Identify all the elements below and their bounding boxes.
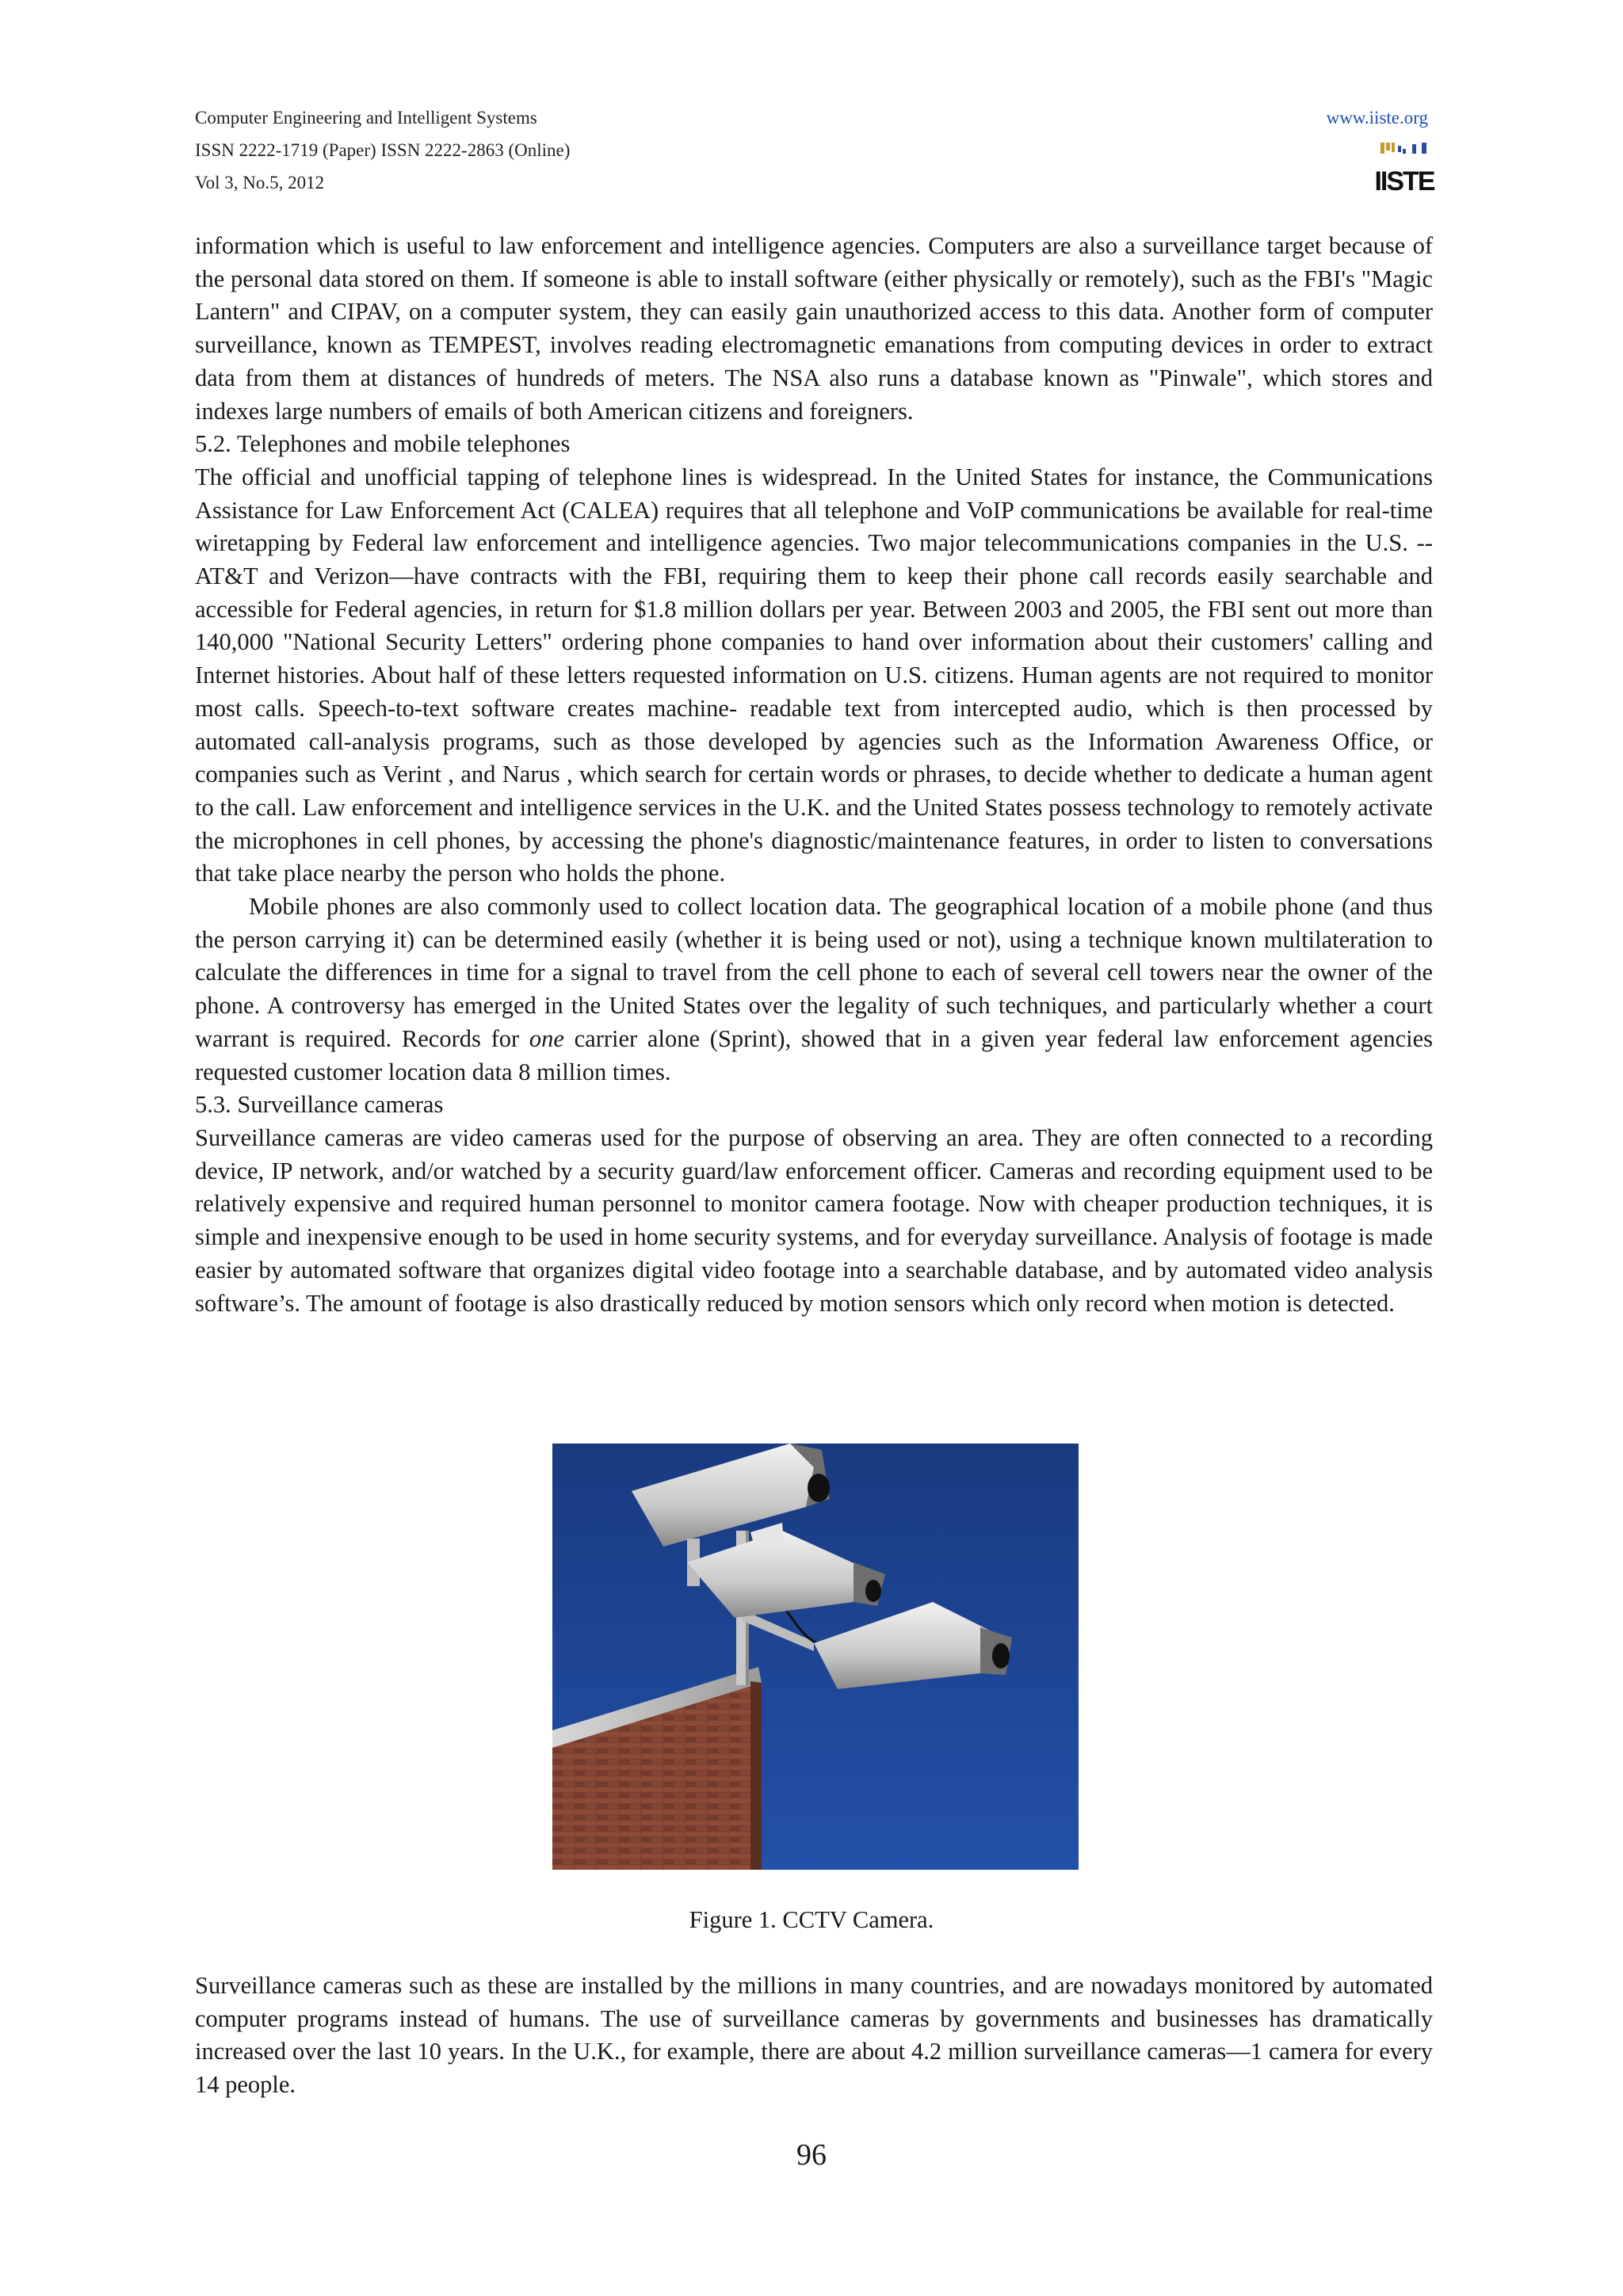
- paragraph-telephone-tapping: The official and unofficial tapping of telephone lines is widespread. In the United States for instance, the Communications Assistance for Law Enforcement Act (CALEA) requires that all telephone and VoIP communications be available for real-time wiretapping by Federal law enforcement and intelligence agencies. Two major telecommunications companies in the U.S. -- AT&T and Verizon—have contracts with the FBI, requiring them to keep their phone call records easily searchable and accessible for Federal agencies, in return for $1.8 million dollars per year. Between 2003 and 2005, the FBI sent out more than 140,000 "National Security Letters" ordering phone companies to hand over information about their customers' calling and Internet histories. About half of these letters requested information on U.S. citizens. Human agents are not required to monitor most calls. Speech-to-text software creates machine- readable text from intercepted audio, which is then processed by automated call-analysis programs, such as those developed by agencies such as the Information Awareness Office, or companies such as Verint , and Narus , which search for certain words or phrases, to decide whether to dedicate a human agent to the call. Law enforcement and intelligence services in the U.K. and the United States possess technology to remotely activate the microphones in cell phones, by accessing the phone's diagnostic/maintenance features, in order to listen to conversations that take place nearby the person who holds the phone.: [195, 463, 1433, 887]
- main-text-continued: [195, 1970, 1433, 2102]
- section-heading-5-3: 5.3. Surveillance cameras: [195, 1091, 444, 1119]
- journal-url-link[interactable]: www.iiste.org: [1326, 108, 1428, 128]
- issn-line: ISSN 2222-1719 (Paper) ISSN 2222-2863 (Online): [195, 140, 571, 160]
- paragraph-camera-statistics: Surveillance cameras such as these are installed by the millions in many countries, and are nowadays monitored by automated computer programs instead of humans. The use of surveillance cameras by governments and businesses has dramatically increased over the last 10 years. In the U.K., for example, there are about 4.2 million surveillance cameras—1 camera for every 14 people.: [195, 1972, 1433, 2099]
- mobile-text-b: carrier alone (Sprint), showed that in a given year federal law enforcement agencies requested customer location data 8 million times.: [195, 1024, 1434, 1085]
- mobile-text-a: Mobile phones are also commonly used to collect location data. The geographical location of a mobile phone (and thus the person carrying it) can be determined easily (whether it is being used or not), using a technique known multilateration to calculate the differences in time for a signal to travel from the cell phone to each of several cell towers near the owner of the phone. A controversy has emerged in the United States over the legality of such techniques, and particularly whether a court warrant is required. Records for: [195, 893, 1433, 1052]
- volume-line: Vol 3, No.5, 2012: [195, 173, 325, 193]
- section-heading-5-2: 5.2. Telephones and mobile telephones: [195, 430, 571, 458]
- iiste-logo: [1374, 141, 1434, 196]
- cctv-camera-figure: [552, 1444, 1079, 1870]
- mobile-text-emphasis: one: [529, 1024, 564, 1052]
- page-number: 96: [796, 2138, 827, 2172]
- paragraph-surveillance-cameras: Surveillance cameras are video cameras used for the purpose of observing an area. They are often connected to a recording device, IP network, and/or watched by a security guard/law enforcement officer. Cameras and recording equipment used to be relatively expensive and required human personnel to monitor camera footage. Now with cheaper production techniques, it is simple and inexpensive enough to be used in home security systems, and for everyday surveillance. Analysis of footage is made easier by automated software that organizes digital video footage into a searchable database, and by automated video analysis software’s. The amount of footage is also drastically reduced by motion sensors which only record when motion is detected.: [195, 1123, 1433, 1317]
- logo-text: IISTE: [1374, 166, 1434, 196]
- paragraph-mobile-location: [195, 891, 1433, 1089]
- main-text: [195, 230, 1433, 1320]
- paragraph-computer-surveillance: information which is useful to law enforcement and intelligence agencies. Computers are also a surveillance target because of the personal data stored on them. If someone is able to install software (either physically or remotely), such as the FBI's "Magic Lantern" and CIPAV, on a computer system, they can easily gain unauthorized access to this data. Another form of computer surveillance, known as TEMPEST, involves reading electromagnetic emanations from computing devices in order to extract data from them at distances of hundreds of meters. The NSA also runs a database known as "Pinwale", which stores and indexes large numbers of emails of both American citizens and foreigners.: [195, 232, 1433, 425]
- figure-caption: Figure 1. CCTV Camera.: [689, 1906, 934, 1933]
- journal-title: Computer Engineering and Intelligent Systems: [195, 108, 537, 128]
